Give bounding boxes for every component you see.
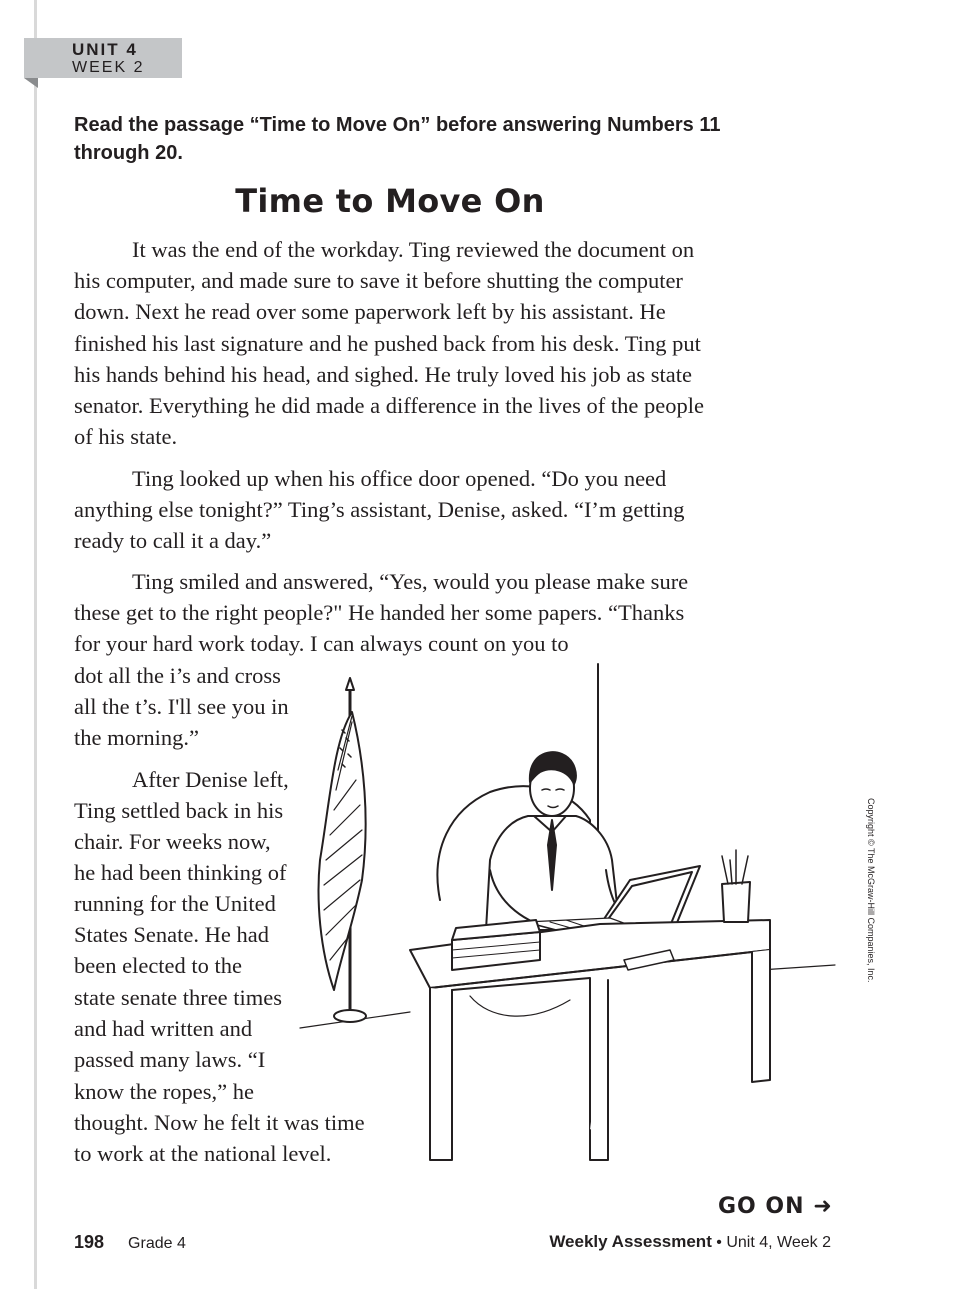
go-on-label: GO ON ➜: [718, 1194, 833, 1219]
paragraph-4-line: Ting settled back in his: [74, 798, 284, 823]
tab-fold: [24, 78, 38, 88]
grade-label: Grade 4: [128, 1235, 186, 1252]
page-number: 198: [74, 1232, 105, 1252]
paragraph-4-line: and had written and: [74, 1016, 253, 1041]
senator-desk-illustration: [290, 660, 850, 1180]
assessment-label: Weekly Assessment: [549, 1232, 712, 1251]
paragraph-4-line: chair. For weeks now,: [74, 829, 271, 854]
paragraph-3: Ting smiled and answered, “Yes, would you please make sure these get to the right people?" He handed her some papers. “Thanks for your hard work today. I can always count on you to: [74, 569, 689, 657]
paragraph-4-line: know the ropes,” he: [74, 1079, 254, 1104]
paragraph-3-line: all the t’s. I'll see you in: [74, 694, 289, 719]
paragraph-4-line: After Denise left,: [132, 767, 289, 792]
copyright-notice: Copyright © The McGraw-Hill Companies, Inc.: [866, 798, 876, 983]
week-label: WEEK 2: [72, 59, 145, 76]
paragraph-2: Ting looked up when his office door opened. “Do you need anything else tonight?” Ting’s assistant, Denise, asked. “I’m getting ready to call it a day.”: [74, 466, 685, 554]
paragraph-4-line: States Senate. He had: [74, 922, 269, 947]
paragraph-4-line: running for the United: [74, 891, 276, 916]
footer-right: [549, 1232, 831, 1252]
footer-left: [74, 1232, 186, 1253]
paragraph-1: It was the end of the workday. Ting reviewed the document on his computer, and made sure to save it before shutting the computer down. Next he read over some paperwork left by his assistant. He finished his last signature and he pushed back from his desk. Ting put his hands behind his head, and sighed. He truly loved his job as state senator. Everything he did made a difference in the lives of the people of his state.: [74, 237, 704, 450]
instructions: Read the passage “Time to Move On” before answering Numbers 11 through 20.: [74, 114, 721, 164]
unit-week-tab: [24, 38, 182, 78]
paragraph-3-line: the morning.”: [74, 725, 199, 750]
paragraph-4-line: to work at the national level.: [74, 1141, 332, 1166]
passage-title: Time to Move On: [235, 182, 545, 220]
paragraph-4-line: he had been thinking of: [74, 860, 287, 885]
assessment-detail: • Unit 4, Week 2: [711, 1234, 831, 1251]
paragraph-4-line: state senate three times: [74, 985, 283, 1010]
paragraph-3-line: dot all the i’s and cross: [74, 663, 281, 688]
unit-label: UNIT 4: [72, 40, 138, 59]
paragraph-4-line: thought. Now he felt it was time: [74, 1110, 365, 1135]
paragraph-4-line: passed many laws. “I: [74, 1047, 266, 1072]
paragraph-4-line: been elected to the: [74, 953, 243, 978]
